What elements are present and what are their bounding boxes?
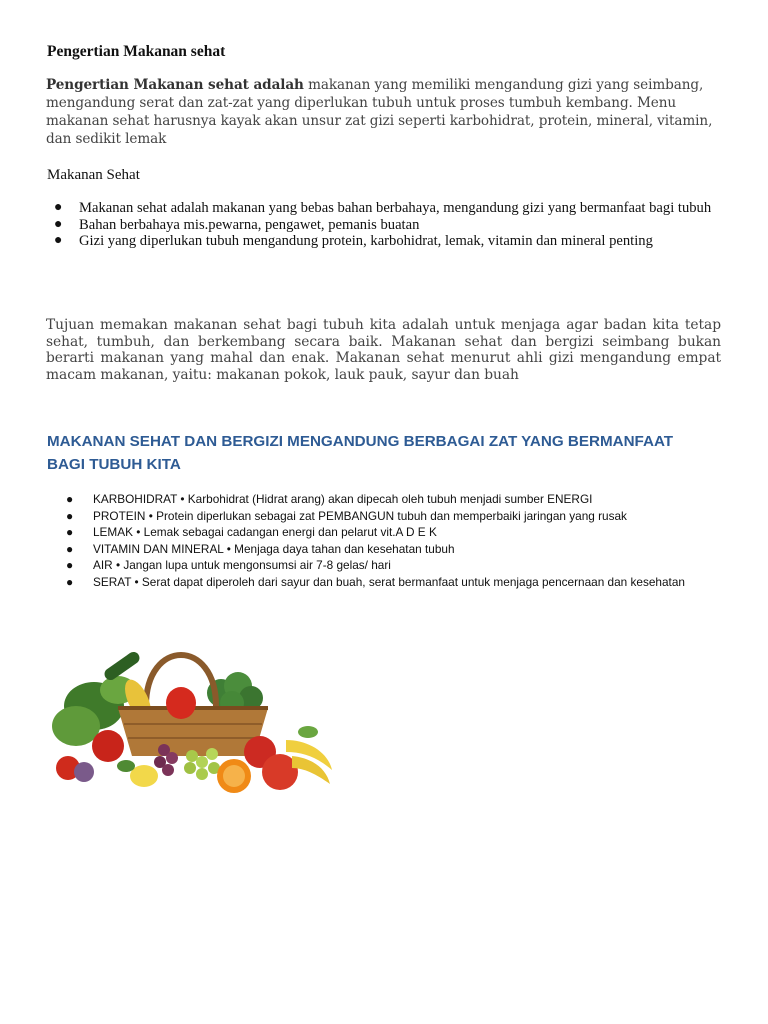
bullet-icon: ● xyxy=(54,200,63,215)
intro-paragraph xyxy=(46,76,722,148)
list-item-text: Gizi yang diperlukan tubuh mengandung protein, karbohidrat, lemak, vitamin dan mineral penting xyxy=(79,233,653,249)
list-item-text: SERAT • Serat dapat diperoleh dari sayur dan buah, serat bermanfaat untuk menjaga pencernaan dan kesehatan xyxy=(93,574,685,589)
subsection-label: Makanan Sehat xyxy=(47,167,140,183)
list-item xyxy=(47,217,727,234)
list-item-text: Makanan sehat adalah makanan yang bebas bahan berbahaya, mengandung gizi yang bermanfaat bagi tubuh xyxy=(79,200,712,216)
bullet-icon: ● xyxy=(66,508,74,523)
bullet-icon: ● xyxy=(66,574,74,589)
bullet-icon: ● xyxy=(66,525,74,539)
section-title: Pengertian Makanan sehat xyxy=(47,43,226,60)
list-item-text: KARBOHIDRAT • Karbohidrat (Hidrat arang) akan dipecah oleh tubuh menjadi sumber ENERGI xyxy=(93,492,593,506)
list-item-text: AIR • Jangan lupa untuk mengonsumsi air 7-8 gelas/ hari xyxy=(93,558,391,572)
list-item-text: PROTEIN • Protein diperlukan sebagai zat PEMBANGUN tubuh dan memperbaiki jaringan yang rusak xyxy=(93,508,627,523)
fruit-vegetable-basket-illustration xyxy=(46,628,342,798)
bullet-icon: ● xyxy=(54,216,63,232)
healthy-food-list xyxy=(47,200,727,250)
bullet-icon: ● xyxy=(54,233,63,248)
list-item-text: LEMAK • Lemak sebagai cadangan energi dan pelarut vit.A D E K xyxy=(93,525,437,539)
bullet-icon: ● xyxy=(66,558,74,572)
list-item xyxy=(66,524,716,541)
intro-text: makanan yang memiliki mengandung gizi yang seimbang, mengandung serat dan zat-zat yang diperlukan tubuh untuk proses tumbuh kembang. Menu makanan sehat harusnya kayak akan unsur zat gizi seperti karbohidrat, protein, mineral, vitamin, dan sedikit lemak xyxy=(46,77,713,147)
list-item xyxy=(47,233,727,250)
intro-bold-lead: Pengertian Makanan sehat adalah xyxy=(46,77,304,93)
bullet-icon: ● xyxy=(66,541,74,556)
list-item xyxy=(66,557,716,574)
purpose-paragraph: Tujuan memakan makanan sehat bagi tubuh kita adalah untuk menjaga agar badan kita tetap sehat, tumbuh, dan berkembang secara baik. Makanan sehat dan bergizi seimbang bukan berarti makanan yang mahal dan enak. Makanan sehat menurut ahli gizi mengandung empat macam makanan, yaitu: makanan pokok, lauk pauk, sayur dan buah xyxy=(46,317,721,383)
nutrients-list xyxy=(66,491,716,590)
list-item xyxy=(66,491,716,508)
list-item xyxy=(66,541,716,558)
list-item xyxy=(47,200,727,217)
list-item xyxy=(66,508,716,525)
nutrients-heading: MAKANAN SEHAT DAN BERGIZI MENGANDUNG BERBAGAI ZAT YANG BERMANFAAT BAGI TUBUH KITA xyxy=(47,433,674,473)
bullet-icon: ● xyxy=(66,492,74,506)
list-item-text: VITAMIN DAN MINERAL • Menjaga daya tahan dan kesehatan tubuh xyxy=(93,541,455,556)
list-item-text: Bahan berbahaya mis.pewarna, pengawet, pemanis buatan xyxy=(79,216,420,233)
list-item xyxy=(66,574,716,591)
